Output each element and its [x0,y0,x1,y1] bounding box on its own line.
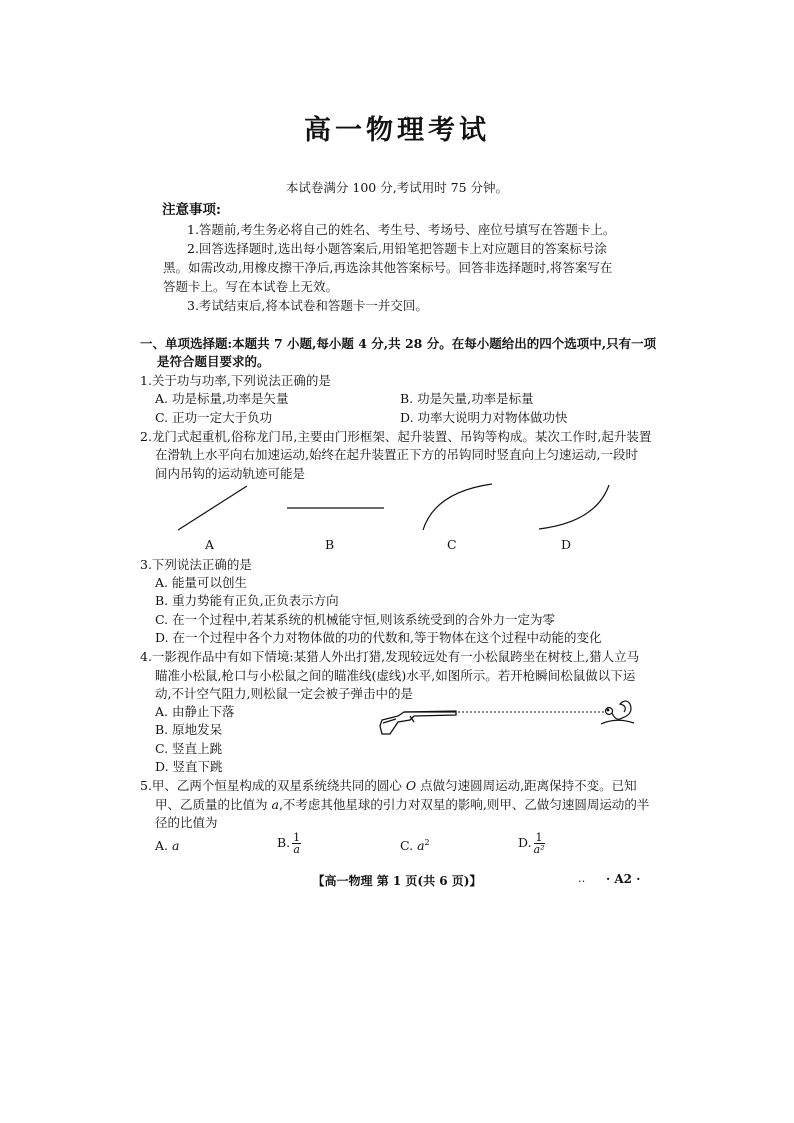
notice-heading: 注意事项: [162,202,221,218]
footer-dots: ‥ [578,872,586,885]
q2-label-c: C [447,537,457,552]
q5-option-d-fraction [534,832,545,855]
q2-stem-line1: 2.龙门式起重机,俗称龙门吊,主要由门形框架、起升装置、吊钩等构成。某次工作时,起升装置 [140,429,652,444]
q5-stem-line3: 径的比值为 [155,815,218,830]
section1-heading-line2: 是符合题目要求的。 [157,354,270,369]
q5-option-a [155,838,179,853]
q5-option-c-label: C. [400,838,414,854]
q1-option-b: B. 功是矢量,功率是标量 [400,391,534,406]
q5-stem-line2-b: ,不考虑其他星球的引力对双星的影响,则甲、乙做匀速圆周运动的半 [278,797,650,812]
q1-option-d: D. 功率大说明力对物体做功快 [400,410,568,425]
section1-heading-line1: 一、单项选择题:本题共 7 小题,每小题 4 分,共 28 分。在每小题给出的四个选项中,只有一项 [140,336,657,351]
q5-var-a: a [271,797,279,812]
notice-item-1: 1.答题前,考生务必将自己的姓名、考生号、考场号、座位号填写在答题卡上。 [187,222,616,237]
q4-option-a: A. 由静止下落 [155,704,235,719]
q4-stem-line3: 动,不计空气阻力,则松鼠一定会被子弹击中的是 [155,686,413,701]
q1-stem: 1.关于功与功率,下列说法正确的是 [140,373,331,388]
q4-option-d: D. 竖直下跳 [155,759,223,774]
q5-stem-line1 [140,776,637,794]
q5-stem-line1-a: 5.甲、乙两个恒星构成的双星系统绕共同的圆心 [140,778,406,793]
q2-label-a: A [205,537,215,552]
q2-stem-line2: 在滑轨上水平向右加速运动,始终在起升装置正下方的吊钩同时竖直向上匀速运动,一段时 [155,447,638,462]
q5-option-b-fraction [292,832,301,855]
q5-option-c-exponent: 2 [424,838,430,847]
q3-option-c: C. 在一个过程中,若某系统的机械能守恒,则该系统受到的合外力一定为零 [155,612,556,627]
notice-item-2-line2: 黑。如需改动,用橡皮擦干净后,再选涂其他答案标号。回答非选择题时,将答案写在 [163,260,613,275]
q4-stem-line2: 瞄准小松鼠,枪口与小松鼠之间的瞄准线(虚线)水平,如图所示。若开枪瞬间松鼠做以下运 [155,668,636,683]
q4-stem-line1: 4.一影视作品中有如下情境:某猎人外出打猎,发现较远处有一小松鼠跨坐在树枝上,猎人立马 [140,649,640,664]
q3-option-d: D. 在一个过程中各个力对物体做的功的代数和,等于物体在这个过程中动能的变化 [155,630,602,645]
q3-stem: 3.下列说法正确的是 [140,557,252,572]
q4-option-c: C. 竖直上跳 [155,741,223,756]
q5-option-d [518,832,545,855]
q3-option-b: B. 重力势能有正负,正负表示方向 [155,593,339,608]
page-footer: 【高一物理 第 1 页(共 6 页)】 [312,874,482,888]
notice-item-2-line1: 2.回答选择题时,选出每小题答案后,用铅笔把答题卡上对应题目的答案标号涂 [187,241,607,256]
q2-label-d: D [561,537,572,552]
q5-stem-line2 [155,795,649,813]
q5-option-b-label: B. [277,835,291,850]
q2-stem-line3: 间内吊钩的运动轨迹可能是 [155,466,306,481]
q5-option-a-value: a [172,838,180,853]
q5-option-c-value: a [417,838,425,854]
q5-option-b [277,832,301,855]
q5-center-o: O [405,778,417,793]
q5-option-b-numerator: 1 [293,831,301,844]
q1-option-c: C. 正功一定大于负功 [155,410,273,425]
page-title: 高一物理考试 [304,115,490,146]
q5-option-b-denominator: a [293,843,300,856]
q3-option-a: A. 能量可以创生 [155,575,247,590]
q5-option-d-numerator: 1 [535,831,543,844]
q5-option-d-denominator: a² [533,843,545,856]
rifle-icon [380,711,456,734]
squirrel-icon [601,701,634,724]
q5-stem-line1-b: 点做匀速圆周运动,距离保持不变。已知 [416,778,637,793]
notice-item-3: 3.考试结束后,将本试卷和答题卡一并交回。 [187,298,428,313]
q5-option-d-label: D. [518,835,532,850]
q5-option-a-label: A. [155,838,169,853]
q1-option-a: A. 功是标量,功率是矢量 [155,391,289,406]
footer-paper-code: · A2 · [606,872,641,886]
q5-option-c [400,838,430,853]
q4-option-b: B. 原地发呆 [155,722,223,737]
notice-item-2-line3: 答题卡上。写在本试卷上无效。 [163,279,339,294]
q5-stem-line2-a: 甲、乙质量的比值为 [155,797,272,812]
exam-intro: 本试卷满分 100 分,考试用时 75 分钟。 [285,180,509,195]
q2-label-b: B [325,537,335,552]
